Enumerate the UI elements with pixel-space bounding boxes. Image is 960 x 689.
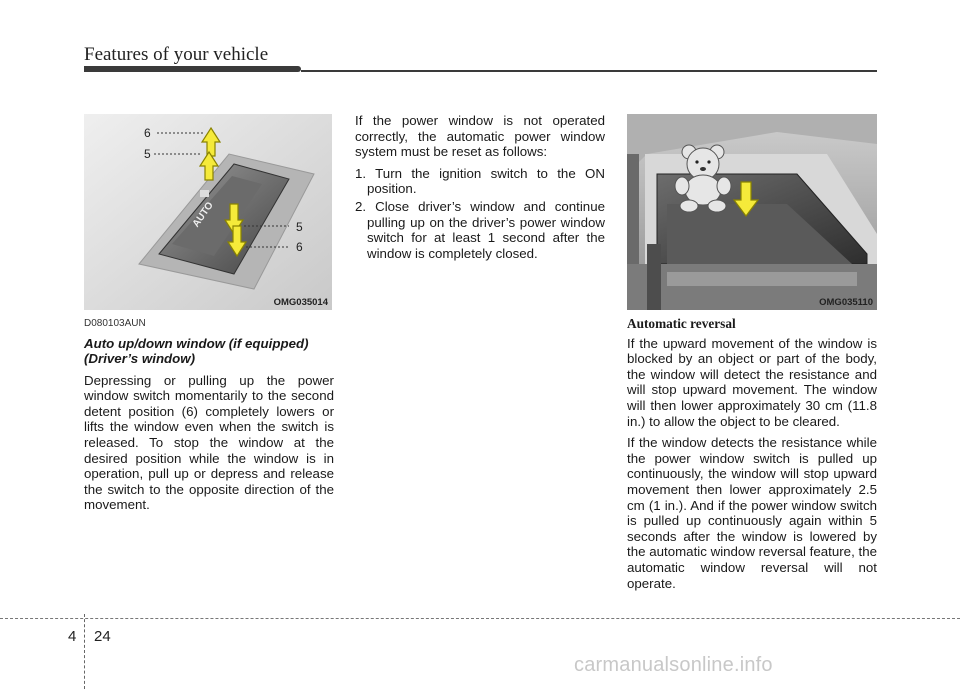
reset-steps-list [355, 166, 605, 262]
footer-divider [84, 614, 85, 689]
body-paragraph: If the upward movement of the window is blocked by an object or part of the body, the window will detect the resistance and will stop upward movement. The window will then lower approximately 30 cm (11.8 in.) to allow the object to be cleared. [627, 335, 877, 429]
car-window-illustration [627, 114, 877, 310]
auto-reversal-figure [627, 114, 877, 310]
section-heading [84, 336, 334, 367]
page-number: 24 [94, 628, 111, 645]
watermark: carmanualsonline.info [574, 654, 773, 676]
teddy-bear-icon [675, 145, 731, 212]
auto-switch-label: AUTO [190, 200, 216, 230]
section-heading-line-2: (Driver’s window) [84, 351, 196, 367]
middle-column [355, 113, 605, 263]
list-item: 2. Close driver’s window and continue pulling up on the driver’s power window switch for at least 1 second after the window is completely closed. [355, 198, 605, 261]
intro-paragraph: If the power window is not operated correctly, the automatic power window system must be reset as follows: [355, 113, 605, 160]
left-column [84, 316, 334, 519]
figure-code-right: OMG035110 [819, 297, 873, 308]
section-heading-line-1: Auto up/down window (if equipped) [84, 335, 309, 351]
label-detent-6-bottom: 6 [296, 240, 303, 254]
header-bar [84, 66, 301, 72]
label-detent-5-bottom: 5 [296, 220, 303, 234]
body-paragraph: If the window detects the resistance while the power window switch is pulled up continuously, the window will stop upward movement then lower approximately 2.5 cm (1 in.). And if the power window switch is pulled up continuously again within 5 seconds after the window is lowered by the automatic window reversal feature, the automatic window reversal will not operate. [627, 435, 877, 591]
header-rule [301, 70, 877, 72]
label-detent-6-top: 6 [144, 126, 151, 140]
label-detent-5-top: 5 [144, 147, 151, 161]
reference-code: D080103AUN [84, 318, 146, 329]
footer-rule [0, 618, 960, 619]
figure-code-left: OMG035014 [273, 297, 328, 308]
automatic-reversal-heading: Automatic reversal [627, 316, 736, 331]
window-switch-illustration [84, 114, 332, 310]
list-item: 1. Turn the ignition switch to the ON position. [355, 165, 605, 197]
page-header-title: Features of your vehicle [84, 44, 269, 65]
right-column [627, 316, 877, 597]
chapter-number: 4 [68, 628, 77, 645]
body-paragraph: Depressing or pulling up the power window switch momentarily to the second detent position (6) completely lowers or lifts the window even when the switch is released. To stop the window at the desired position while the window is in operation, pull up or depress and release the switch to the opposite direction of the movement. [84, 372, 334, 513]
window-switch-figure [84, 114, 332, 310]
